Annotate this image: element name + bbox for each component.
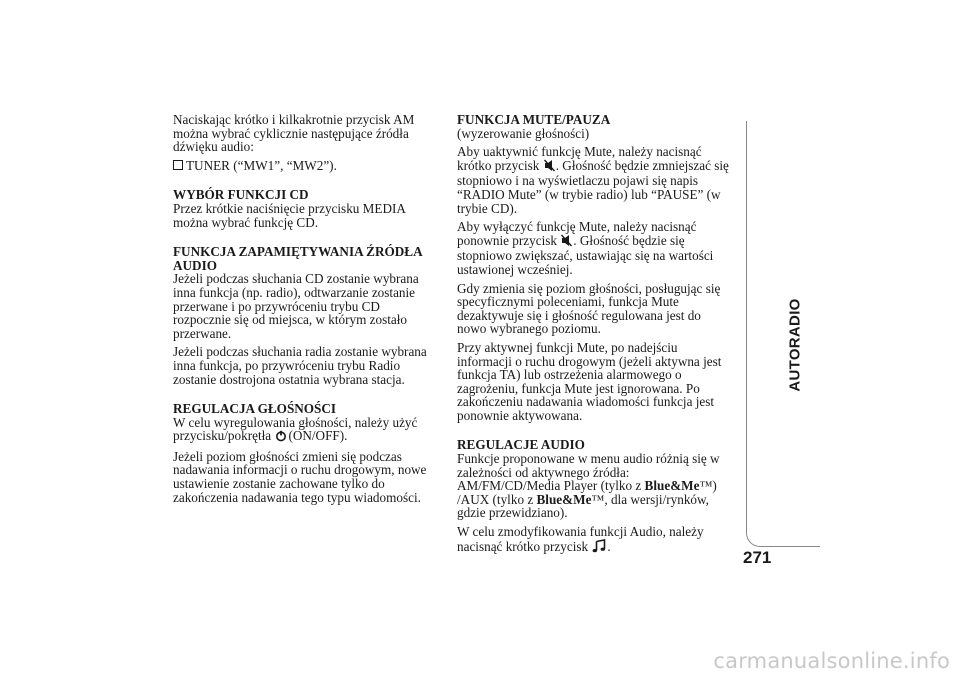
paragraph: W celu wyregulowania głośności, należy użyć przycisku/pokrętła (ON/OFF). <box>173 414 418 444</box>
section-label: AUTORADIO <box>786 298 804 392</box>
paragraph: Jeżeli podczas słuchania radia zostanie wybrana inna funkcja, po przywróceniu trybu Radio zostanie dostrojona ostatnia wybrana stacja. <box>173 344 427 387</box>
brand-name: Blue&Me <box>536 491 592 507</box>
paragraph: Przez krótkie naciśnięcie przycisku MEDIA można wybrać funkcję CD. <box>173 200 406 230</box>
section-heading: WYBÓR FUNKCJI CD <box>173 187 309 203</box>
section-subheading: (wyzerowanie głośności) <box>457 125 590 141</box>
right-column <box>457 113 733 560</box>
left-column <box>173 113 441 509</box>
music-note-icon <box>592 539 606 556</box>
watermark: carmanualsonline.info <box>713 649 950 673</box>
bullet-item <box>173 159 441 173</box>
page-number: 271 <box>743 548 772 567</box>
paragraph: Gdy zmienia się poziom głośności, posługując się specyficznymi poleceniami, funkcja Mute dezaktywuje się i głośność regulowana jest do nowo wybranego poziomu. <box>457 280 721 337</box>
paragraph: Jeżeli podczas słuchania CD zostanie wybrana inna funkcja (np. radio), odtwarzanie zostanie przerwane i po przywróceniu trybu CD rozpocznie się od miejsca, w którym zostało przerwane. <box>173 271 419 341</box>
paragraph: Aby wyłączyć funkcję Mute, należy nacisnąć ponownie przycisk . Głośność będzie się stopniowo zwiększać, ustawiając się na wartości ustawionej wcześniej. <box>457 219 714 277</box>
mute-icon <box>544 159 555 175</box>
mute-icon <box>561 234 572 250</box>
paragraph: Przy aktywnej funkcji Mute, po nadejściu informacji o ruchu drogowym (jeżeli aktywna jest funkcja TA) lub ostrzeżenia alarmowego o zagrożeniu, funkcja Mute jest ignorowana. Po zakończeniu nadawania wiadomości funkcja jest ponownie aktywowana. <box>457 339 722 423</box>
section-heading: FUNKCJA ZAPAMIĘTYWANIA ŹRÓDŁA AUDIO <box>173 244 422 273</box>
sidebar-tab-outline <box>746 121 820 547</box>
paragraph: Jeżeli poziom głośności zmieni się podczas nadawania informacji o ruchu drogowym, nowe ustawienie zostanie zachowane tylko do zakończenia nadawania tego typu wiadomości. <box>173 448 427 505</box>
intro-paragraph: Naciskając krótko i kilkakrotnie przycisk AM można wybrać cyklicznie następujące źródła dźwięku audio: <box>173 112 415 155</box>
section-heading: REGULACJE AUDIO <box>457 437 585 453</box>
checkbox-bullet-icon <box>173 160 183 170</box>
brand-name: Blue&Me <box>644 478 700 494</box>
section-heading: FUNKCJA MUTE/PAUZA <box>457 112 611 127</box>
paragraph: W celu zmodyfikowania funkcji Audio, należy nacisnąć krótko przycisk . <box>457 524 704 554</box>
section-heading: REGULACJA GŁOŚNOŚCI <box>173 401 337 417</box>
power-knob-icon <box>275 430 287 445</box>
paragraph: Aby uaktywnić funkcję Mute, należy nacisnąć krótko przycisk . Głośność będzie zmniejszać się stopniowo i na wyświetlaczu pojawi się napis “RADIO Mute” (w trybie radio) lub “PAUSE” (w trybie CD). <box>457 144 729 216</box>
bullet-text: TUNER (“MW1”, “MW2”). <box>186 157 337 173</box>
paragraph: Funkcje proponowane w menu audio różnią się w zależności od aktywnego źródła: AM/FM/CD/Media Player (tylko z Blue&Me™) /AUX (tylko z Blue&Me™, dla wersji/rynków, gdzie przewidziano). <box>457 451 720 521</box>
